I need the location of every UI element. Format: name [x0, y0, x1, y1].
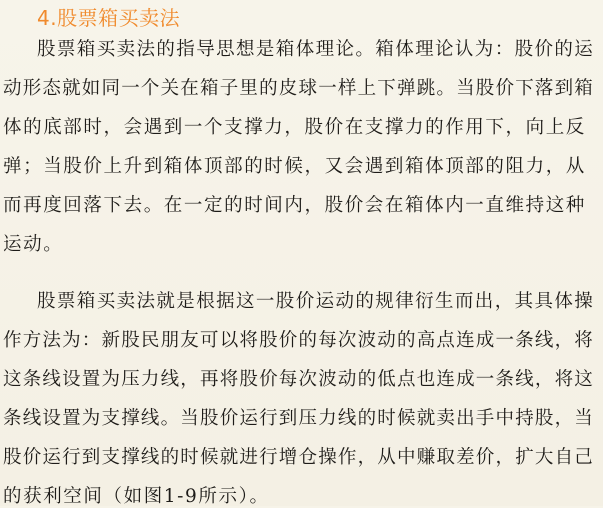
paragraph-line: 体的底部时，会遇到一个支撑力，股价在支撑力的作用下，向上反: [3, 117, 586, 138]
section-heading: 4.股票箱买卖法: [37, 6, 181, 30]
paragraph-line: 条线设置为支撑线。当股价运行到压力线的时候就卖出手中持股，当: [3, 408, 595, 429]
paragraph-line: 弹；当股价上升到箱体顶部的时候，又会遇到箱体顶部的阻力，从: [3, 156, 586, 177]
paragraph-line: 而再度回落下去。在一定的时间内，股价会在箱体内一直维持这种: [3, 195, 586, 216]
paragraph-line: 股票箱买卖法的指导思想是箱体理论。箱体理论认为：股价的运: [37, 39, 595, 60]
paragraph-line: 股价运行到支撑线的时候就进行增仓操作，从中赚取差价，扩大自己: [3, 447, 595, 468]
paragraph-line: 作方法为：新股民朋友可以将股价的每次波动的高点连成一条线，将: [3, 330, 595, 351]
paragraph-line: 股票箱买卖法就是根据这一股价运动的规律衍生而出，其具体操: [37, 291, 595, 312]
paragraph-line: 动形态就如同一个关在箱子里的皮球一样上下弹跳。当股价下落到箱: [3, 78, 595, 99]
paragraph-line: 的获利空间（如图1-9所示）。: [3, 486, 270, 507]
paragraph-line: 这条线设置为压力线，再将股价每次波动的低点也连成一条线，将这: [3, 369, 595, 390]
paragraph-line: 运动。: [3, 234, 64, 255]
